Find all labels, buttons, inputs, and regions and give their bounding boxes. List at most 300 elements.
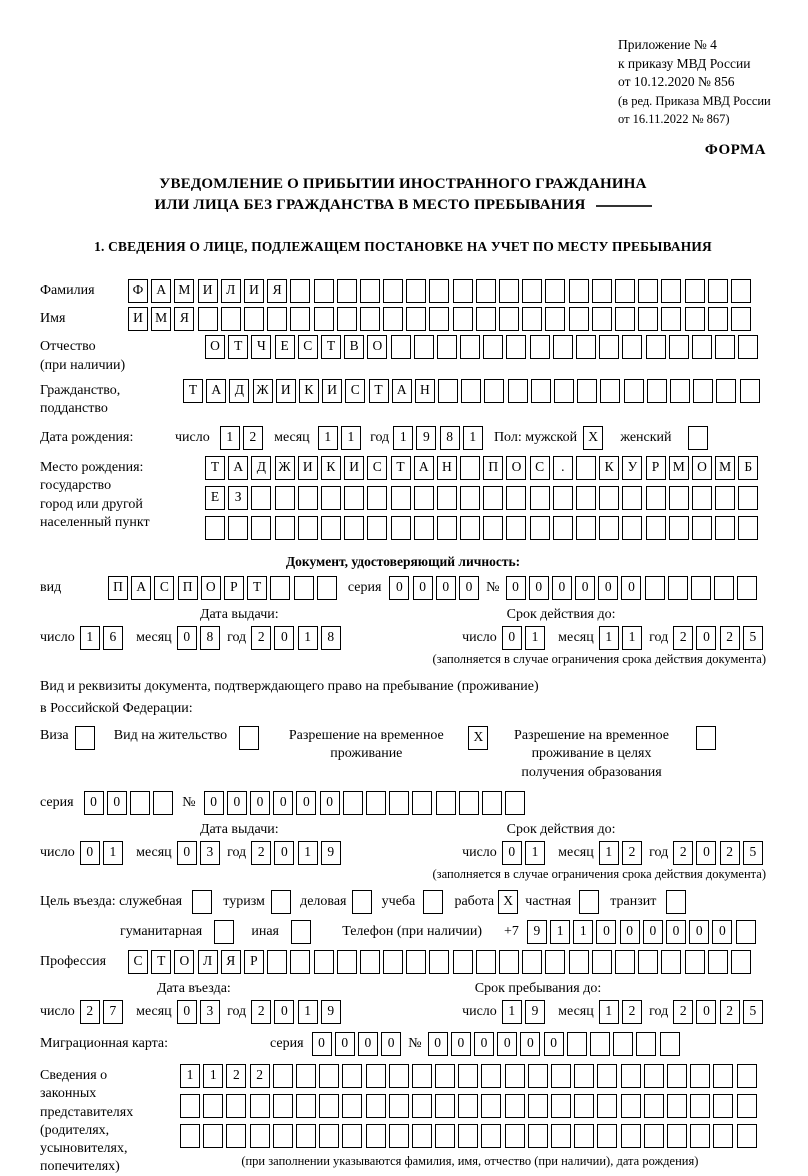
form-cell — [228, 516, 248, 540]
form-cell — [337, 307, 357, 331]
form-cell — [429, 950, 449, 974]
birthdate-row — [40, 426, 766, 450]
form-cell — [597, 1094, 617, 1118]
form-cell — [391, 516, 411, 540]
form-cell — [291, 920, 311, 944]
form-cell: 2 — [720, 626, 740, 650]
migration-no-label: № — [408, 1036, 422, 1052]
form-cell — [460, 516, 480, 540]
form-cell — [551, 1064, 571, 1088]
form-cell — [669, 516, 689, 540]
form-cell — [646, 335, 666, 359]
form-cell: З — [228, 486, 248, 510]
form-cell: А — [392, 379, 412, 403]
form-cell: Д — [229, 379, 249, 403]
permit-issue-year[interactable] — [251, 841, 344, 865]
form-cell: 1 — [180, 1064, 200, 1088]
other-purpose-checkbox[interactable] — [291, 920, 314, 944]
permit-seriya-row — [40, 791, 766, 815]
form-cell — [290, 279, 310, 303]
form-cell: И — [322, 379, 342, 403]
form-cell — [383, 950, 403, 974]
form-cell: Я — [174, 307, 194, 331]
year-label: год — [649, 630, 669, 646]
form-cell — [319, 1064, 339, 1088]
form-cell: 0 — [696, 841, 716, 865]
birthplace-label — [40, 456, 205, 532]
profession-label: Профессия — [40, 954, 107, 970]
form-cell — [481, 1124, 501, 1148]
form-cell — [736, 920, 756, 944]
transit-checkbox[interactable] — [666, 890, 689, 914]
birthplace-label-line3: город или другой — [40, 496, 143, 512]
birthplace-fields — [205, 456, 762, 546]
form-cell: Т — [247, 576, 267, 600]
form-cell — [406, 279, 426, 303]
form-cell — [622, 516, 642, 540]
form-cell — [296, 1124, 316, 1148]
form-cell: И — [244, 279, 264, 303]
profession-field[interactable] — [128, 950, 754, 974]
form-cell — [667, 1124, 687, 1148]
form-cell — [344, 516, 364, 540]
appendix-block — [618, 36, 808, 128]
form-cell — [715, 516, 735, 540]
form-cell — [414, 486, 434, 510]
form-cell — [412, 1094, 432, 1118]
form-cell — [522, 950, 542, 974]
form-cell — [577, 379, 597, 403]
form-cell — [476, 307, 496, 331]
form-cell — [715, 335, 735, 359]
form-cell — [646, 486, 666, 510]
form-cell: 0 — [502, 841, 522, 865]
patronymic-row — [40, 335, 766, 374]
form-cell — [638, 307, 658, 331]
sex-female-checkbox[interactable] — [688, 426, 711, 450]
form-cell — [647, 379, 667, 403]
form-cell — [551, 1094, 571, 1118]
form-cell: 0 — [389, 576, 409, 600]
permit-issue-month[interactable] — [177, 841, 223, 865]
form-cell — [553, 335, 573, 359]
form-cell: 0 — [273, 791, 293, 815]
form-cell: 0 — [552, 576, 572, 600]
stay-month-field[interactable] — [599, 1000, 645, 1024]
form-cell: 9 — [416, 426, 436, 450]
form-cell — [290, 307, 310, 331]
form-cell: 9 — [525, 1000, 545, 1024]
entry-day-field[interactable] — [80, 1000, 126, 1024]
humanitarian-label: гуманитарная — [120, 924, 203, 940]
form-cell — [205, 516, 225, 540]
form-cell: 0 — [666, 920, 686, 944]
form-cell — [453, 307, 473, 331]
form-cell — [153, 791, 173, 815]
form-cell — [460, 486, 480, 510]
form-cell: 2 — [226, 1064, 246, 1088]
iddoc-expiry-year[interactable] — [673, 626, 766, 650]
form-cell — [499, 307, 519, 331]
form-cell: 0 — [381, 1032, 401, 1056]
form-cell — [460, 335, 480, 359]
form-cell: 1 — [298, 1000, 318, 1024]
iddoc-date-labels — [40, 607, 766, 623]
form-cell: И — [128, 307, 148, 331]
form-cell — [251, 516, 271, 540]
permit-dates-row — [40, 841, 766, 865]
form-cell — [661, 950, 681, 974]
form-cell: Т — [391, 456, 411, 480]
form-cell — [715, 486, 735, 510]
form-cell: 2 — [80, 1000, 100, 1024]
form-cell — [645, 576, 665, 600]
form-cell: Л — [198, 950, 218, 974]
form-cell — [412, 1064, 432, 1088]
month-label: месяц — [136, 1004, 172, 1020]
surname-label: Фамилия — [40, 283, 95, 299]
iddoc-no-field[interactable] — [506, 576, 761, 600]
form-cell: 0 — [428, 1032, 448, 1056]
form-cell — [319, 1094, 339, 1118]
permit-expiry-year[interactable] — [673, 841, 766, 865]
iddoc-row — [40, 576, 766, 600]
form-cell — [383, 279, 403, 303]
form-cell — [569, 307, 589, 331]
form-cell: 1 — [599, 1000, 619, 1024]
form-cell: 1 — [103, 841, 123, 865]
private-checkbox[interactable] — [579, 890, 602, 914]
form-cell — [321, 516, 341, 540]
form-cell — [198, 307, 218, 331]
migration-seriya-field[interactable] — [312, 1032, 405, 1056]
representatives-field-row1[interactable] — [180, 1064, 760, 1088]
representatives-field-row3[interactable] — [180, 1124, 760, 1148]
form-cell: 1 — [502, 1000, 522, 1024]
birthplace-field-row2[interactable] — [205, 486, 762, 510]
form-cell: Т — [205, 456, 225, 480]
form-cell — [344, 486, 364, 510]
stay-day-field[interactable] — [502, 1000, 548, 1024]
iddoc-kind-field[interactable] — [108, 576, 340, 600]
form-title — [40, 174, 766, 216]
form-cell: 0 — [712, 920, 732, 944]
iddoc-issue-month[interactable] — [177, 626, 223, 650]
form-cell — [576, 516, 596, 540]
form-cell: 0 — [84, 791, 104, 815]
sex-male-checkbox[interactable] — [583, 426, 606, 450]
iddoc-issue-year[interactable] — [251, 626, 344, 650]
form-cell — [483, 516, 503, 540]
form-cell — [713, 1064, 733, 1088]
form-cell: О — [205, 335, 225, 359]
phone-label: Телефон (при наличии) — [342, 924, 482, 940]
form-cell: 2 — [251, 841, 271, 865]
form-cell: Б — [738, 456, 758, 480]
form-cell — [435, 1094, 455, 1118]
entry-month-field[interactable] — [177, 1000, 223, 1024]
form-cell — [251, 486, 271, 510]
form-cell: 8 — [200, 626, 220, 650]
form-cell: X — [583, 426, 603, 450]
form-cell — [319, 1124, 339, 1148]
form-cell — [714, 576, 734, 600]
permit-issue-day[interactable] — [80, 841, 126, 865]
form-cell — [429, 307, 449, 331]
patronymic-field[interactable] — [205, 335, 762, 359]
visa-checkbox[interactable] — [75, 726, 98, 750]
form-cell: Т — [151, 950, 171, 974]
birthplace-field-row1[interactable] — [205, 456, 762, 480]
surname-field[interactable] — [128, 279, 754, 303]
form-cell — [545, 307, 565, 331]
permit-expiry-day[interactable] — [502, 841, 548, 865]
form-cell — [389, 1064, 409, 1088]
birth-day-label: число — [175, 430, 210, 446]
stay-year-field[interactable] — [673, 1000, 766, 1024]
migration-no-field[interactable] — [428, 1032, 683, 1056]
form-cell: Д — [251, 456, 271, 480]
form-cell — [366, 791, 386, 815]
form-cell: Ж — [275, 456, 295, 480]
form-cell — [226, 1124, 246, 1148]
form-cell — [545, 279, 565, 303]
form-cell: 0 — [620, 920, 640, 944]
month-label: месяц — [136, 630, 172, 646]
form-cell — [275, 516, 295, 540]
form-cell — [644, 1064, 664, 1088]
form-cell — [731, 279, 751, 303]
purpose-official-checkbox[interactable] — [192, 890, 215, 914]
birthplace-field-row3[interactable] — [205, 516, 762, 540]
form-cell — [483, 486, 503, 510]
form-cell — [574, 1064, 594, 1088]
iddoc-seriya-field[interactable] — [389, 576, 482, 600]
form-cell — [270, 576, 290, 600]
form-cell — [551, 1124, 571, 1148]
form-cell — [545, 950, 565, 974]
form-cell — [317, 576, 337, 600]
transit-label: транзит — [610, 894, 657, 910]
phone-field[interactable] — [527, 920, 759, 944]
visa-label: Виза — [40, 727, 69, 743]
form-cell: 8 — [440, 426, 460, 450]
citizenship-field[interactable] — [183, 379, 763, 403]
form-cell: 2 — [673, 626, 693, 650]
form-cell — [273, 1064, 293, 1088]
form-cell — [621, 1064, 641, 1088]
form-cell — [273, 1094, 293, 1118]
tourism-checkbox[interactable] — [271, 890, 294, 914]
edu-permit-checkbox[interactable] — [696, 726, 719, 750]
form-cell: С — [154, 576, 174, 600]
form-cell — [505, 1094, 525, 1118]
form-cell: X — [498, 890, 518, 914]
form-cell — [696, 726, 716, 750]
form-cell — [337, 950, 357, 974]
form-cell — [597, 1064, 617, 1088]
form-cell — [708, 950, 728, 974]
temp-permit-label — [276, 726, 456, 765]
citizenship-label — [40, 379, 183, 418]
form-cell: 0 — [575, 576, 595, 600]
temp-permit-line2: проживание — [330, 746, 403, 762]
form-cell: 1 — [525, 841, 545, 865]
edu-permit-line1: Разрешение на временное — [514, 727, 669, 743]
form-cell — [574, 1094, 594, 1118]
form-cell — [481, 1094, 501, 1118]
form-cell: А — [151, 279, 171, 303]
form-cell — [180, 1094, 200, 1118]
form-cell — [437, 335, 457, 359]
representatives-field-row2[interactable] — [180, 1094, 760, 1118]
form-cell — [599, 335, 619, 359]
form-cell: А — [206, 379, 226, 403]
form-cell: 0 — [497, 1032, 517, 1056]
business-label: деловая — [300, 894, 347, 910]
form-cell: 0 — [689, 920, 709, 944]
permit-line2: в Российской Федерации: — [40, 700, 193, 716]
day-label: число — [462, 845, 497, 861]
form-cell: 6 — [103, 626, 123, 650]
form-cell — [296, 1064, 316, 1088]
form-cell — [644, 1124, 664, 1148]
form-cell — [690, 1064, 710, 1088]
form-title-line-1: УВЕДОМЛЕНИЕ О ПРИБЫТИИ ИНОСТРАННОГО ГРАЖДАНИНА — [159, 176, 647, 193]
form-cell: П — [483, 456, 503, 480]
form-cell — [592, 279, 612, 303]
form-cell — [412, 1124, 432, 1148]
form-cell — [453, 950, 473, 974]
form-cell: 0 — [358, 1032, 378, 1056]
form-cell — [406, 950, 426, 974]
permit-seriya-field[interactable] — [84, 791, 177, 815]
form-cell: 0 — [529, 576, 549, 600]
entry-date-labels — [40, 981, 766, 997]
form-cell: И — [298, 456, 318, 480]
form-cell: Я — [221, 950, 241, 974]
form-cell: О — [174, 950, 194, 974]
permit-date-labels — [40, 822, 766, 838]
form-cell — [75, 726, 95, 750]
day-label: число — [462, 630, 497, 646]
form-cell: О — [201, 576, 221, 600]
form-cell: И — [276, 379, 296, 403]
birth-year-field[interactable] — [393, 426, 486, 450]
form-cell — [738, 486, 758, 510]
permit-valid-note: (заполняется в случае ограничения срока действия документа) — [432, 867, 766, 882]
edition-line-1: (в ред. Приказа МВД России — [618, 93, 771, 108]
form-cell — [716, 379, 736, 403]
birthdate-label: Дата рождения: — [40, 430, 134, 446]
residence-checkbox[interactable] — [239, 726, 262, 750]
representatives-label-line5: усыновителях, — [40, 1140, 128, 1156]
form-cell — [366, 1094, 386, 1118]
form-cell: 2 — [250, 1064, 270, 1088]
temp-permit-checkbox[interactable] — [468, 726, 491, 750]
permit-no-label: № — [182, 795, 196, 811]
permit-line1: Вид и реквизиты документа, подтверждающего право на пребывание (проживание) — [40, 679, 539, 695]
form-cell — [203, 1094, 223, 1118]
form-cell — [738, 335, 758, 359]
form-cell — [599, 516, 619, 540]
entry-year-field[interactable] — [251, 1000, 344, 1024]
iddoc-expiry-month[interactable] — [599, 626, 645, 650]
form-cell: 1 — [599, 626, 619, 650]
form-cell — [226, 1094, 246, 1118]
private-label: частная — [525, 894, 572, 910]
form-cell — [621, 1094, 641, 1118]
form-cell — [554, 379, 574, 403]
work-checkbox[interactable] — [498, 890, 521, 914]
form-cell: М — [151, 307, 171, 331]
form-cell — [459, 791, 479, 815]
form-cell: 2 — [673, 1000, 693, 1024]
birth-year-label: год — [370, 430, 390, 446]
month-label: месяц — [136, 845, 172, 861]
form-cell — [713, 1124, 733, 1148]
form-cell — [460, 456, 480, 480]
form-cell: 1 — [341, 426, 361, 450]
study-checkbox[interactable] — [423, 890, 446, 914]
form-cell — [298, 486, 318, 510]
name-field[interactable] — [128, 307, 754, 331]
form-cell: 1 — [298, 841, 318, 865]
form-cell — [597, 1124, 617, 1148]
permit-expiry-month[interactable] — [599, 841, 645, 865]
iddoc-issue-day[interactable] — [80, 626, 126, 650]
form-cell: 0 — [80, 841, 100, 865]
form-cell: 9 — [321, 841, 341, 865]
form-cell — [366, 1124, 386, 1148]
form-cell — [453, 279, 473, 303]
form-cell — [267, 307, 287, 331]
form-cell: 0 — [250, 791, 270, 815]
form-cell — [731, 307, 751, 331]
form-cell — [599, 486, 619, 510]
birth-month-field[interactable] — [318, 426, 364, 450]
tourism-label: туризм — [223, 894, 265, 910]
form-cell — [342, 1094, 362, 1118]
birthplace-block — [40, 456, 766, 546]
form-cell — [436, 791, 456, 815]
form-cell: 2 — [673, 841, 693, 865]
form-cell — [360, 950, 380, 974]
birth-day-field[interactable] — [220, 426, 266, 450]
form-cell — [458, 1094, 478, 1118]
form-cell: 0 — [598, 576, 618, 600]
iddoc-expiry-day[interactable] — [502, 626, 548, 650]
month-label: месяц — [558, 1004, 594, 1020]
form-cell: О — [692, 456, 712, 480]
business-checkbox[interactable] — [352, 890, 375, 914]
form-cell: 0 — [107, 791, 127, 815]
humanitarian-checkbox[interactable] — [214, 920, 237, 944]
month-label: месяц — [558, 630, 594, 646]
form-cell — [314, 279, 334, 303]
form-cell — [342, 1064, 362, 1088]
form-cell — [590, 1032, 610, 1056]
representatives-label — [40, 1064, 180, 1176]
permit-no-field[interactable] — [204, 791, 529, 815]
form-cell — [314, 950, 334, 974]
day-label: число — [40, 845, 75, 861]
form-cell — [298, 516, 318, 540]
form-cell — [389, 1094, 409, 1118]
form-cell: 5 — [743, 1000, 763, 1024]
form-cell — [569, 950, 589, 974]
form-cell — [530, 335, 550, 359]
